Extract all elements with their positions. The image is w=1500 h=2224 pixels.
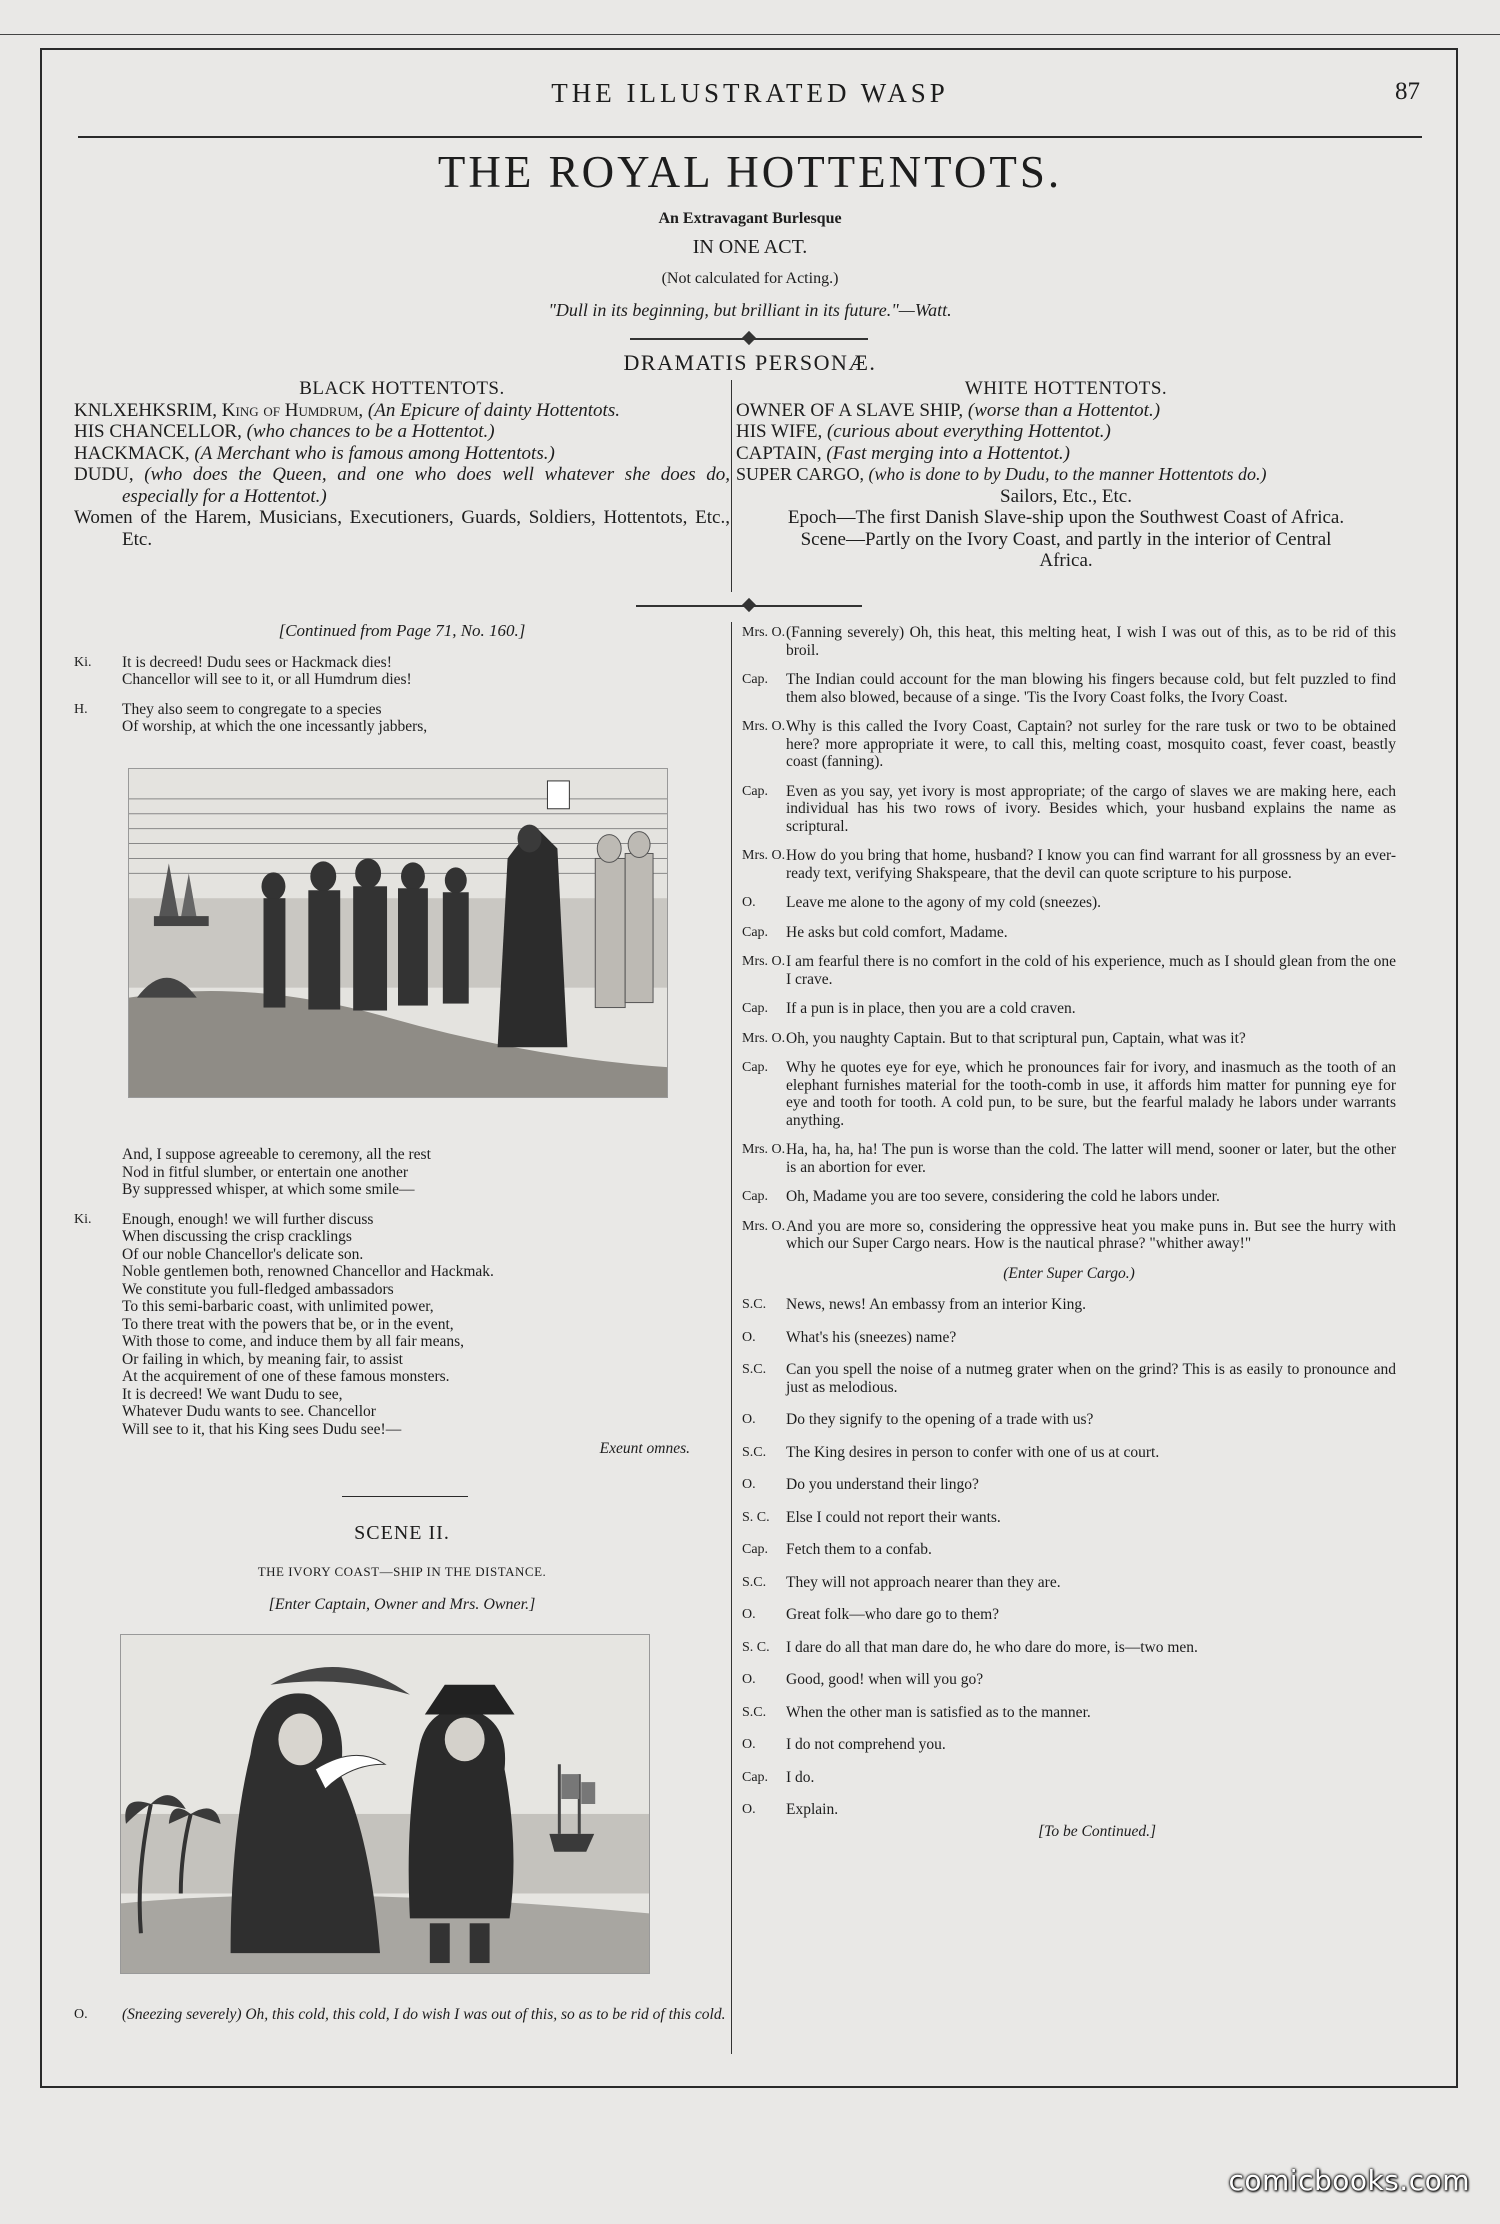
dialog-line: O. Explain. (742, 1801, 839, 1818)
scene-rule (342, 1496, 468, 1497)
speech-continuation: And, I suppose agreeable to ceremony, all the rest Nod in fitful slumber, or entertain one another By suppressed whisper, at which some smile— (122, 1146, 431, 1198)
dialog-line: S. C. Else I could not report their wants. (742, 1508, 1001, 1526)
dialog-line: S.C. News, news! An embassy from an interior King. (742, 1296, 1087, 1313)
play-subtitle-genre: An Extravagant Burlesque (658, 210, 842, 227)
left-column (74, 622, 730, 748)
dialog-line: O. Do you understand their lingo? (742, 1476, 979, 1493)
scene2-title: SCENE II. (354, 1522, 450, 1544)
dialog-line: S. C. I dare do all that man dare do, he who dare do more, is—two men. (742, 1638, 1198, 1656)
cast-black-heading: BLACK HOTTENTOTS. (299, 378, 505, 399)
dialog-line: Cap. I do. (742, 1768, 815, 1786)
left-column-cont (74, 1146, 730, 1458)
speech: Mrs. O. Oh, you naughty Captain. But to that scriptural pun, Captain, what was it? (742, 1029, 1246, 1047)
stage-direction-enter: (Enter Super Cargo.) (1003, 1264, 1135, 1282)
dramatis-personae-heading: DRAMATIS PERSONÆ. (623, 350, 877, 375)
speech: O. (Sneezing severely) Oh, this cold, this cold, I do wish I was out of this, so as to be rid of this cold. (74, 2006, 726, 2023)
continued-note: [Continued from Page 71, No. 160.] (278, 621, 526, 640)
cast-white-hottentots (736, 378, 1396, 572)
cast-scene: Scene—Partly on the Ivory Coast, and partly in the interior of Central Africa. (800, 528, 1332, 571)
column-divider (731, 622, 732, 2054)
illustration-ivory-coast (120, 1634, 650, 1974)
speech: Ki. It is decreed! Dudu sees or Hackmack dies! Chancellor will see to it, or all Humdrum dies! (74, 653, 412, 688)
speech: Mrs. O. How do you bring that home, husband? I know you can find warrant for all grossness by an ever-ready text, verifying Shakspeare, that the devil can quote scripture to his purpose. (742, 847, 1396, 882)
speech: Mrs. O. Why is this called the Ivory Coast, Captain? not surley for the rare tusk or two to be obtained here? more appropriate it were, to call this, melting coast, mosquito coast, fever coast, beastly coast (fanning). (742, 718, 1396, 770)
cast-entry: CAPTAIN, (Fast merging into a Hottentot.) (736, 442, 1070, 464)
cast-black-hottentots (74, 378, 730, 550)
illustration-worship-scene (128, 768, 668, 1098)
cast-black-extras: Women of the Harem, Musicians, Executioners, Guards, Soldiers, Hottentots, Etc., Etc. (74, 507, 730, 550)
play-title: THE ROYAL HOTTENTOTS. (437, 147, 1063, 197)
speech: Mrs. O. (Fanning severely) Oh, this heat, this melting heat, I wish I was out of this, as to be rid of this broil. (742, 624, 1396, 659)
scene2-setting: THE IVORY COAST—SHIP IN THE DISTANCE. (257, 1564, 547, 1579)
cast-entry: SUPER CARGO, (who is done to by Dudu, to the manner Hottentots do.) (736, 464, 1267, 484)
right-column (742, 624, 1396, 1840)
dialog-line: Cap. Fetch them to a confab. (742, 1541, 932, 1558)
left-column-bottom (74, 2006, 730, 2024)
speech: Mrs. O. Ha, ha, ha, ha! The pun is worse than the cold. The latter will mend, sooner or later, but the other is an abortion for ever. (742, 1141, 1396, 1176)
header-rule (78, 136, 1422, 138)
dialog-line: O. What's his (sneezes) name? (742, 1328, 957, 1346)
speech: Cap. Why he quotes eye for eye, which he pronounces fair for ivory, and inasmuch as the tooth of an elephant furnishes material for the tooth-comb in use, it affords him matter for punning eye for eye and tooth for tooth. A cold pun, to be sure, but the fearful malady he labors under warrants anything. (742, 1059, 1396, 1129)
dialog-line: O. Great folk—who dare go to them? (742, 1606, 1000, 1623)
stage-direction-exeunt: Exeunt omnes. (599, 1440, 690, 1457)
play-subtitle-act: IN ONE ACT. (692, 236, 808, 258)
cast-entry: HACKMACK, (A Merchant who is famous among Hottentots.) (74, 442, 555, 464)
cast-entry: DUDU, (who does the Queen, and one who does well whatever she does do, especially for a Hottentot.) (74, 464, 730, 507)
speech: Mrs. O. I am fearful there is no comfort in the cold of his experience, much as I should glean from the one I crave. (742, 953, 1396, 988)
speech: O. Leave me alone to the agony of my cold (sneezes). (742, 894, 1102, 911)
speech: Cap. If a pun is in place, then you are a cold craven. (742, 1000, 1076, 1017)
dialog-line: S.C. When the other man is satisfied as to the manner. (742, 1703, 1091, 1721)
cast-white-extras: Sailors, Etc., Etc. (1000, 485, 1132, 507)
dialog-line: S.C. They will not approach nearer than they are. (742, 1573, 1061, 1591)
play-subtitle-note: (Not calculated for Acting.) (661, 270, 839, 287)
dialog-line: O. I do not comprehend you. (742, 1736, 946, 1753)
to-be-continued: [To be Continued.] (1038, 1822, 1156, 1840)
speech: Cap. The Indian could account for the man blowing his fingers because cold, but felt puzzled to find them also blowed, because of a singe. 'Tis the Ivory Coast folks, the Ivory Coast. (742, 671, 1396, 706)
page-top-rule (0, 34, 1500, 35)
speech: Cap. He asks but cold comfort, Madame. (742, 923, 1008, 941)
dialog-line: S.C. Can you spell the noise of a nutmeg grater when on the grind? This is as easily to pronounce and just as melodious. (742, 1361, 1396, 1396)
speech: Mrs. O. And you are more so, considering the oppressive heat you make puns in. But see the hurry with which our Super Cargo nears. How is the nautical phrase? "whither away!" (742, 1217, 1396, 1252)
cast-entry: HIS CHANCELLOR, (who chances to be a Hottentot.) (74, 421, 495, 442)
cast-epoch: Epoch—The first Danish Slave-ship upon the Southwest Coast of Africa. (787, 507, 1345, 528)
cast-entry: HIS WIFE, (curious about everything Hottentot.) (736, 421, 1111, 442)
watermark: comicbooks.com (1228, 2164, 1470, 2197)
cast-divider (731, 380, 732, 592)
speech: Ki. Enough, enough! we will further discuss When discussing the crisp cracklings Of our noble Chancellor's delicate son. Noble gentlemen both, renowned Chancellor and Hackmak. We constitute you full-fledged ambassadors To this semi-barbaric coast, with unlimited power, To there treat with the powers that be, or in the event, With those to come, and induce them by all fair means, Or failing in which, by meaning fair, to assist At the acquirement of one of these famous monsters. It is decreed! We want Dudu to see, Whatever Dudu wants to see. Chancellor Will see to it, that his King sees Dudu see!— (74, 1210, 494, 1438)
dialog-line: S.C. The King desires in person to confer with one of us at court. (742, 1443, 1160, 1461)
cast-entry: OWNER OF A SLAVE SHIP, (worse than a Hottentot.) (736, 399, 1161, 421)
cast-white-heading: WHITE HOTTENTOTS. (964, 378, 1168, 399)
speech: H. They also seem to congregate to a species Of worship, at which the one incessantly jabbers, (74, 700, 428, 735)
speech: Cap. Oh, Madame you are too severe, considering the cold he labors under. (742, 1188, 1220, 1205)
speech: Cap. Even as you say, yet ivory is most appropriate; of the cargo of slaves we are making here, each individual has his two rows of ivory. Besides which, your husband explains the name as scriptural. (742, 782, 1396, 835)
scene2-direction: [Enter Captain, Owner and Mrs. Owner.] (268, 1596, 536, 1613)
cast-entry: KNLXEHKSRIM, King of Humdrum, (An Epicure of dainty Hottentots. (74, 399, 620, 421)
dialog-line: O. Do they signify to the opening of a trade with us? (742, 1411, 1094, 1428)
bottom-rule (56, 2086, 1444, 2087)
running-header (80, 78, 1420, 118)
play-epigraph: "Dull in its beginning, but brilliant in its future."—Watt. (548, 300, 952, 320)
running-title: THE ILLUSTRATED WASP (551, 78, 949, 108)
dialog-line: O. Good, good! when will you go? (742, 1671, 984, 1688)
page-number: 87 (1395, 78, 1420, 105)
